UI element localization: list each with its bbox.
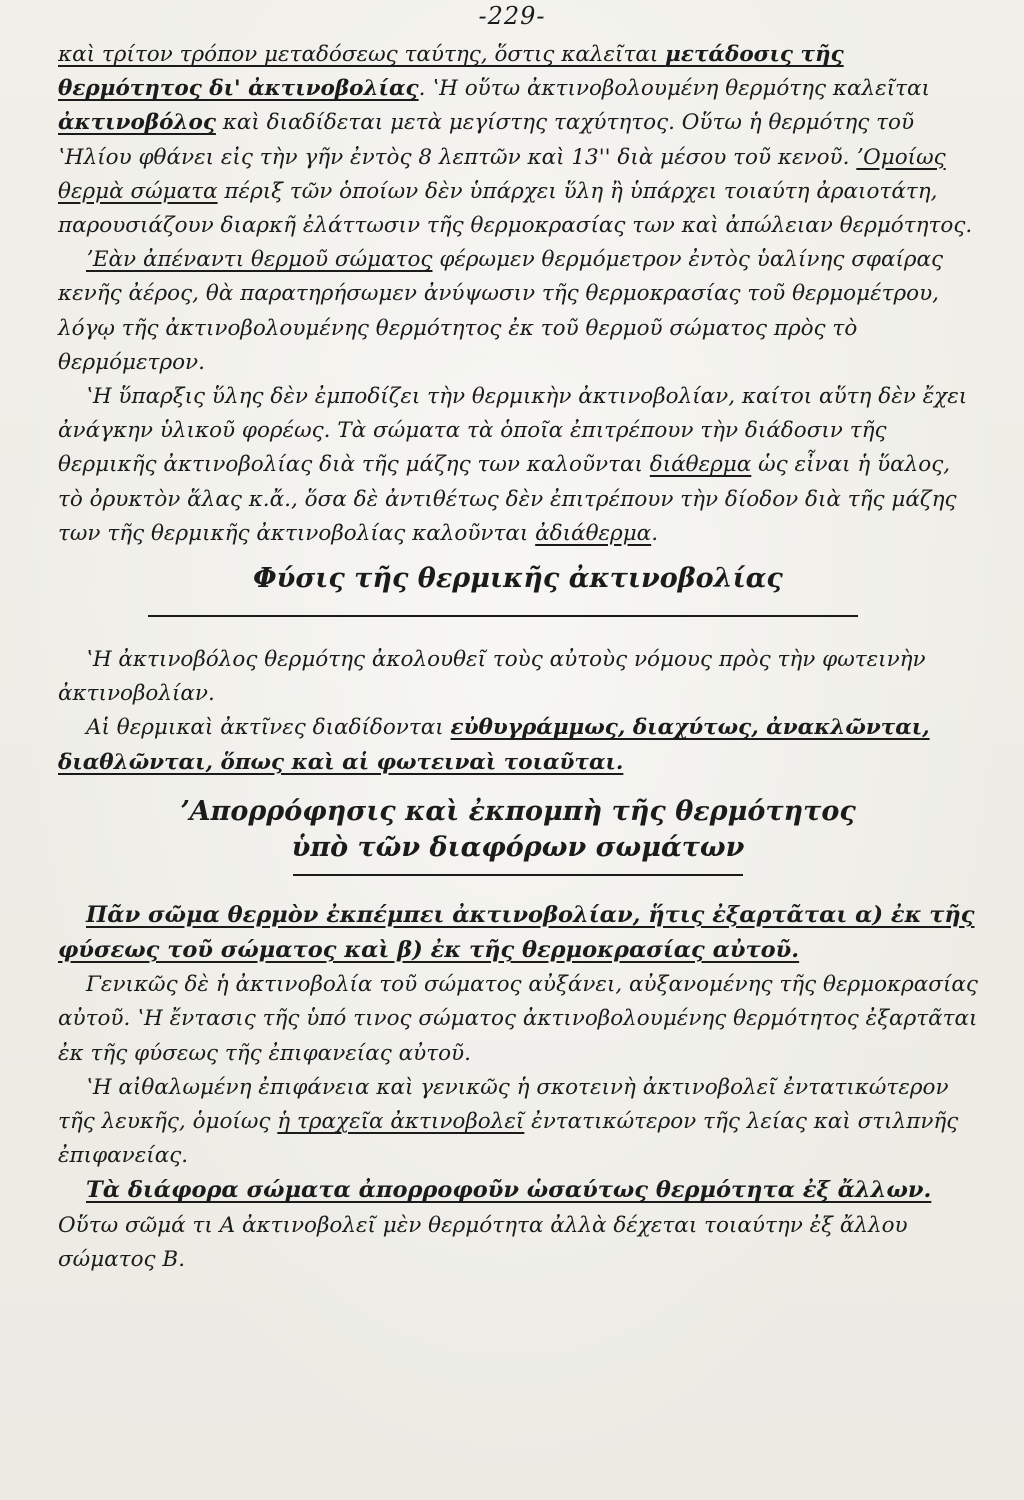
underlined-phrase: Τὰ διάφορα σώματα ἀπορροφοῦν ὡσαύτως θερμότητα ἐξ ἄλλων. [86,1177,932,1204]
text-segment: φέρωμεν θερμόμετρον ἐντὸς ὑαλίνης σφαίρας κενῆς ἀέρος, θὰ παρατηρήσωμεν ἀνύψωσιν τῆς θερμοκρασίας τοῦ θερμομέτρου, λόγῳ τῆς ἀκτινοβολουμένης θερμότητος ἐκ τοῦ θερμοῦ σώματος πρὸς τὸ θερμόμετρον. [58,247,944,375]
heading-underline [293,874,743,876]
heading-line-1: ʼΑπορρόφησις καὶ ἐκπομπὴ τῆς θερμότητος [180,795,856,827]
text-segment: Οὕτω σῶμά τι Α ἀκτινοβολεῖ μὲν θερμότητα ἀλλὰ δέχεται τοιαύτην ἐξ ἄλλου σώματος Β. [58,1212,908,1272]
text-segment: ʽΗ αἰθαλωμένη ἐπιφάνεια καὶ γενικῶς ἡ σκοτεινὴ ἀκτινοβολεῖ ἐντατικώτερον τῆς λευκῆς, ὁμοίως [58,1074,949,1135]
underlined-phrase: ἀδιάθερμα [535,520,652,546]
paragraph [58,898,978,968]
paragraph [58,243,978,380]
paragraph [58,38,978,243]
underlined-phrase: εὐθυγράμμως, διαχύτως, ἀνακλῶνται, διαθλῶνται, ὅπως καὶ αἱ φωτειναὶ τοιαῦται. [58,715,930,775]
underlined-phrase: ʼΟμοίως θερμὰ σώματα [58,144,946,204]
text-block-nature-of-radiation [58,643,978,780]
section-heading-nature-of-radiation: Φύσις τῆς θερμικῆς ἀκτινοβολίας [253,563,783,595]
text-segment: . ʽΗ οὕτω ἀκτινοβολουμένη θερμότης καλεῖται [418,76,930,102]
underlined-phrase: ʼΕὰν ἀπέναντι θερμοῦ σώματος [86,247,433,273]
text-block-radiation-intro [58,38,978,551]
text-segment: ʽΗ ἀκτινοβόλος θερμότης ἀκολουθεῖ τοὺς αὐτοὺς νόμους πρὸς τὴν φωτεινὴν ἀκτινοβολίαν. [58,647,926,707]
text-segment: Γενικῶς δὲ ἡ ἀκτινοβολία τοῦ σώματος αὐξάνει, αὐξανομένης τῆς θερμοκρασίας αὐτοῦ. ʽΗ ἔντασις τῆς ὑπό τινος σώματος ἀκτινοβολουμένης θερμότητος ἐξαρτᾶται ἐκ τῆς φύσεως τῆς ἐπιφανείας αὐτοῦ. [58,972,978,1066]
text-segment: ἐντατικώτερον τῆς λείας καὶ στιλπνῆς ἐπιφανείας. [58,1109,959,1169]
underlined-phrase: διάθερμα [649,452,752,478]
page-number: -229- [478,2,546,30]
underlined-phrase: ἀκτινοβόλος [58,110,216,136]
paragraph [58,1071,978,1174]
underlined-phrase: ἡ τραχεῖα ἀκτινοβολεῖ [277,1109,525,1135]
text-segment: πέριξ τῶν ὁποίων δὲν ὑπάρχει ὕλη ἢ ὑπάρχει τοιαύτη ἀραιοτάτη, παρουσιάζουν διαρκῆ ἐλάττωσιν τῆς θερμοκρασίας των καὶ ἀπώλειαν θερμότητος. [58,178,973,239]
paragraph [58,968,978,1071]
heading-line-2: ὑπὸ τῶν διαφόρων σωμάτων [291,831,745,863]
text-segment: καὶ διαδίδεται μετὰ μεγίστης ταχύτητος. Οὕτω ἡ θερμότης τοῦ ʽΗλίου φθάνει εἰς τὴν γῆν ἐντὸς 8 λεπτῶν καὶ 13'' διὰ μέσου τοῦ κενοῦ. [58,110,915,170]
text-segment: . [651,520,659,546]
text-block-absorption-emission [58,898,978,1277]
underlined-phrase: μετάδοσις τῆς θερμότητος δι' ἀκτινοβολίας [58,42,844,102]
paragraph [58,643,978,711]
heading-underline [148,615,858,617]
section-heading-absorption-emission [58,794,978,866]
paragraph [58,380,978,551]
page-content [58,38,978,1277]
underlined-phrase: Πᾶν σῶμα θερμὸν ἐκπέμπει ἀκτινοβολίαν, ἥτις ἐξαρτᾶται α) ἐκ τῆς φύσεως τοῦ σώματος καὶ β) ἐκ τῆς θερμοκρασίας αὐτοῦ. [58,901,975,964]
text-segment: ʽΗ ὕπαρξις ὕλης δὲν ἐμποδίζει τὴν θερμικὴν ἀκτινοβολίαν, καίτοι αὕτη δὲν ἔχει ἀνάγκην ὑλικοῦ φορέως. Τὰ σώματα τὰ ὁποῖα ἐπιτρέπουν τὴν διάδοσιν τῆς θερμικῆς ἀκτινοβολίας διὰ τῆς μάζης των καλοῦνται [58,384,968,478]
text-segment: Αἱ θερμικαὶ ἀκτῖνες διαδίδονται [86,715,451,741]
paragraph [58,1173,978,1277]
paragraph [58,711,978,779]
underlined-phrase: καὶ τρίτον τρόπον μεταδόσεως ταύτης, ὅστις καλεῖται [58,42,666,67]
text-segment: ὡς εἶναι ἡ ὕαλος, τὸ ὀρυκτὸν ἅλας κ.ἄ., ὅσα δὲ ἀντιθέτως δὲν ἐπιτρέπουν τὴν δίοδον διὰ τῆς μάζης των τῆς θερμικῆς ἀκτινοβολίας καλοῦνται [58,452,957,546]
